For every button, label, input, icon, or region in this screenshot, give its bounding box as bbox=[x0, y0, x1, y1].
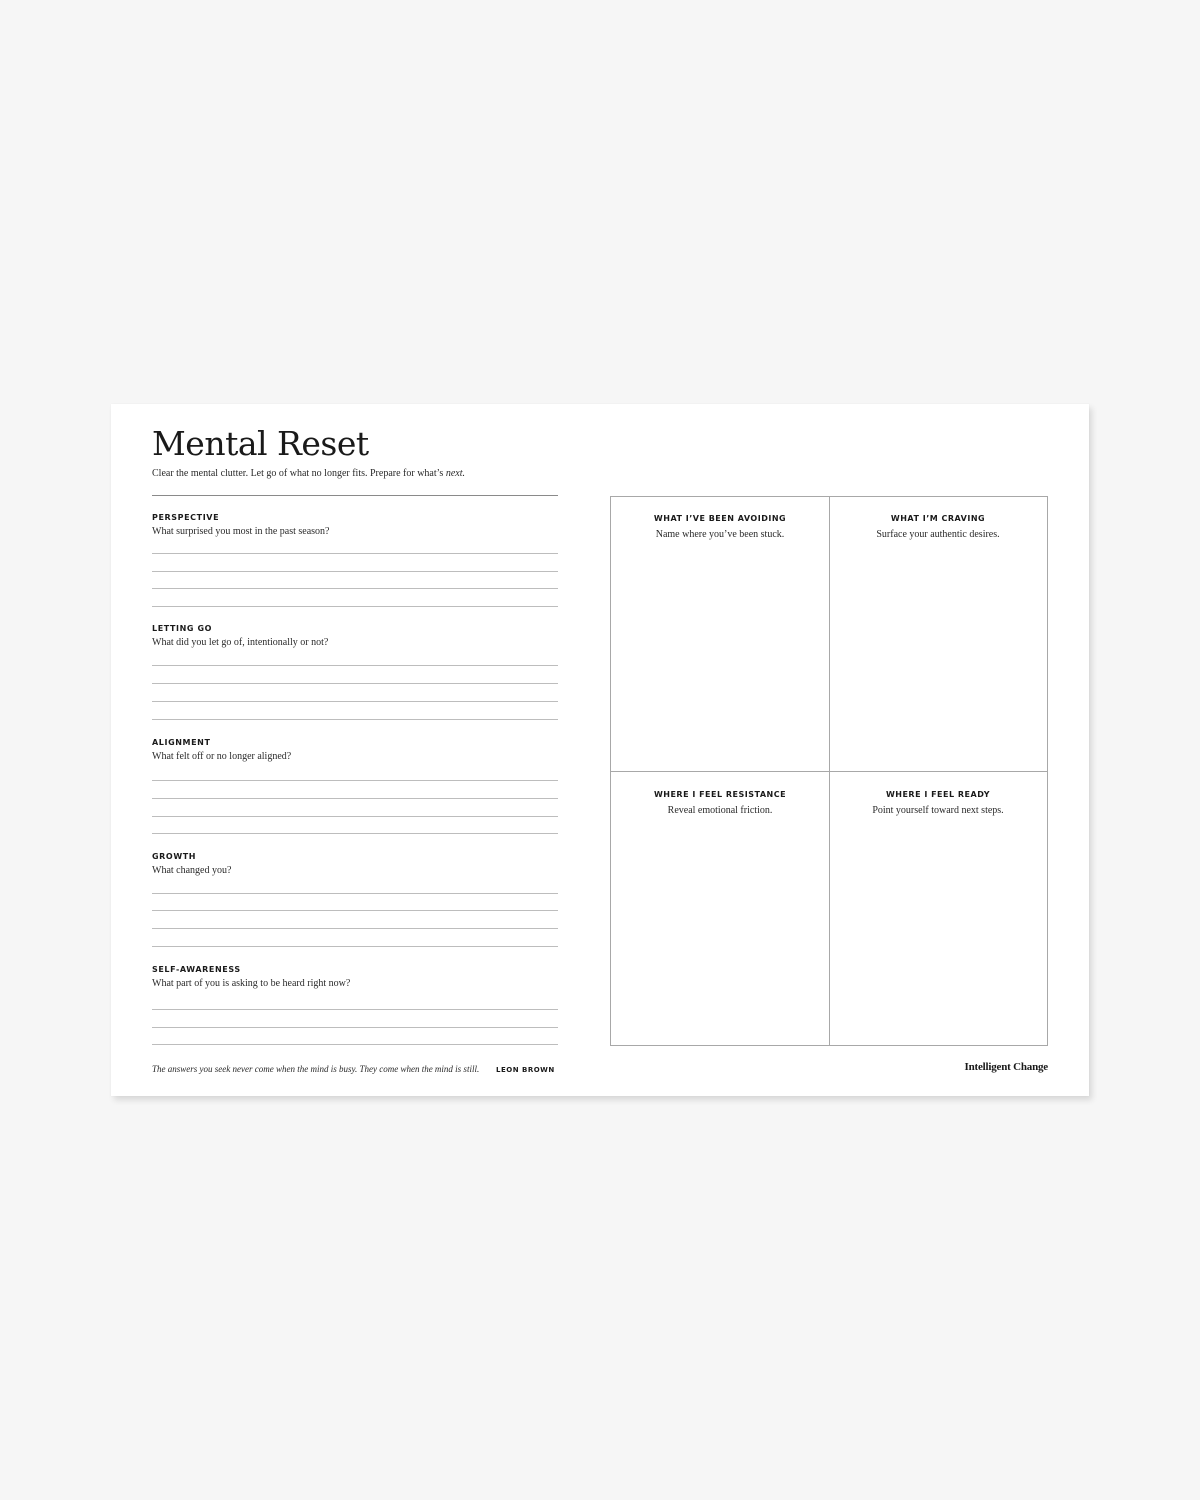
grid-divider-horizontal bbox=[611, 771, 1047, 772]
writing-line[interactable] bbox=[152, 1027, 558, 1028]
quadrant-label: WHAT I’VE BEEN AVOIDING bbox=[653, 514, 787, 523]
quadrant-label: WHERE I FEEL RESISTANCE bbox=[653, 790, 787, 799]
section-alignment bbox=[152, 738, 558, 763]
writing-line[interactable] bbox=[152, 553, 558, 554]
quadrant-ready[interactable] bbox=[829, 790, 1047, 817]
quadrant-prompt: Reveal emotional friction. bbox=[667, 805, 773, 816]
writing-line[interactable] bbox=[152, 719, 558, 720]
subtitle-emphasis: next. bbox=[445, 468, 465, 479]
quadrant-resistance[interactable] bbox=[611, 790, 829, 817]
quote-author: LEON BROWN bbox=[496, 1066, 555, 1074]
writing-line[interactable] bbox=[152, 665, 558, 666]
worksheet-page bbox=[111, 404, 1089, 1096]
section-question: What surprised you most in the past season? bbox=[152, 526, 330, 537]
section-label: ALIGNMENT bbox=[152, 738, 211, 747]
section-label: PERSPECTIVE bbox=[152, 513, 220, 522]
writing-line[interactable] bbox=[152, 571, 558, 572]
quadrant-craving[interactable] bbox=[829, 514, 1047, 541]
section-self-awareness bbox=[152, 965, 558, 990]
section-question: What part of you is asking to be heard right now? bbox=[152, 978, 351, 989]
writing-line[interactable] bbox=[152, 701, 558, 702]
quadrant-label: WHERE I FEEL READY bbox=[885, 790, 991, 799]
quadrant-prompt: Name where you’ve been stuck. bbox=[655, 529, 785, 540]
page-title: Mental Reset bbox=[152, 424, 369, 463]
subtitle-text: Clear the mental clutter. Let go of what no longer fits. Prepare for what’s bbox=[152, 468, 446, 479]
writing-line[interactable] bbox=[152, 588, 558, 589]
writing-line[interactable] bbox=[152, 780, 558, 781]
writing-line[interactable] bbox=[152, 816, 558, 817]
quadrant-avoiding[interactable] bbox=[611, 514, 829, 541]
reflection-quadrant-grid bbox=[610, 496, 1048, 1046]
writing-line[interactable] bbox=[152, 893, 558, 894]
writing-line[interactable] bbox=[152, 833, 558, 834]
section-label: LETTING GO bbox=[152, 624, 213, 633]
quadrant-prompt: Surface your authentic desires. bbox=[876, 529, 1000, 540]
brand-logo: Intelligent Change bbox=[964, 1061, 1048, 1073]
footer-quote: The answers you seek never come when the mind is busy. They come when the mind is still. bbox=[152, 1064, 480, 1074]
writing-line[interactable] bbox=[152, 928, 558, 929]
reflection-questions bbox=[152, 495, 558, 989]
section-label: GROWTH bbox=[152, 852, 197, 861]
section-letting-go bbox=[152, 624, 558, 649]
section-question: What changed you? bbox=[152, 865, 232, 876]
writing-line[interactable] bbox=[152, 798, 558, 799]
writing-line[interactable] bbox=[152, 946, 558, 947]
quadrant-label: WHAT I’M CRAVING bbox=[890, 514, 986, 523]
quadrant-prompt: Point yourself toward next steps. bbox=[872, 805, 1004, 816]
writing-line[interactable] bbox=[152, 683, 558, 684]
section-question: What felt off or no longer aligned? bbox=[152, 751, 292, 762]
section-growth bbox=[152, 852, 558, 877]
page-subtitle bbox=[152, 468, 465, 479]
writing-line[interactable] bbox=[152, 910, 558, 911]
writing-line[interactable] bbox=[152, 1009, 558, 1010]
section-perspective bbox=[152, 513, 558, 538]
section-question: What did you let go of, intentionally or not? bbox=[152, 637, 329, 648]
section-label: SELF-AWARENESS bbox=[152, 965, 241, 974]
writing-line[interactable] bbox=[152, 606, 558, 607]
writing-line[interactable] bbox=[152, 1044, 558, 1045]
